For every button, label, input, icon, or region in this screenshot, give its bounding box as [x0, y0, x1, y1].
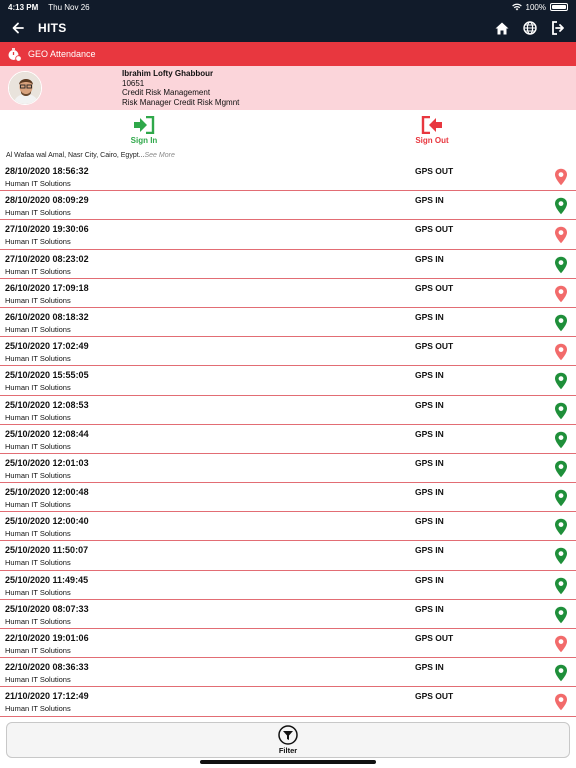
table-row[interactable] — [0, 366, 576, 395]
record-status: GPS IN — [415, 516, 444, 527]
geo-attendance-label: GEO Attendance — [28, 49, 96, 59]
record-company: Human IT Solutions — [5, 412, 71, 422]
record-status: GPS IN — [415, 662, 444, 673]
filter-label: Filter — [278, 746, 298, 755]
record-datetime: 28/10/2020 08:09:29 — [5, 195, 89, 206]
record-company: Human IT Solutions — [5, 441, 71, 451]
status-date: Thu Nov 26 — [48, 2, 90, 12]
record-company: Human IT Solutions — [5, 354, 71, 364]
record-datetime: 25/10/2020 12:00:40 — [5, 516, 89, 527]
location-pin-icon[interactable] — [554, 168, 568, 186]
profile-details — [122, 69, 239, 107]
sign-in-button[interactable] — [0, 116, 288, 148]
sign-out-label: Sign Out — [415, 136, 449, 145]
back-arrow-icon[interactable] — [10, 20, 26, 36]
record-status: GPS IN — [415, 545, 444, 556]
table-row[interactable] — [0, 571, 576, 600]
table-row[interactable] — [0, 512, 576, 541]
location-pin-icon[interactable] — [554, 489, 568, 507]
globe-icon[interactable] — [522, 20, 538, 36]
record-status: GPS IN — [415, 574, 444, 585]
record-status: GPS IN — [415, 603, 444, 614]
location-pin-icon[interactable] — [554, 285, 568, 303]
location-pin-icon[interactable] — [554, 518, 568, 536]
record-company: Human IT Solutions — [5, 646, 71, 655]
record-company: Human IT Solutions — [5, 675, 71, 685]
record-datetime: 21/10/2020 17:12:49 — [5, 691, 89, 702]
attendance-list[interactable] — [0, 162, 576, 718]
avatar — [8, 71, 42, 105]
sign-out-button[interactable] — [288, 116, 576, 148]
record-status: GPS IN — [415, 487, 444, 498]
record-company: Human IT Solutions — [5, 616, 71, 626]
sign-in-label: Sign In — [130, 136, 158, 145]
status-time: 4:13 PM — [8, 2, 39, 12]
table-row[interactable] — [0, 600, 576, 629]
logout-icon[interactable] — [550, 20, 566, 36]
location-pin-icon[interactable] — [554, 606, 568, 624]
record-datetime: 22/10/2020 08:36:33 — [5, 662, 89, 673]
record-status: GPS IN — [415, 370, 444, 381]
employee-id: 10651 — [122, 78, 145, 88]
record-status: GPS OUT — [415, 341, 454, 352]
record-status: GPS OUT — [415, 691, 454, 702]
table-row[interactable] — [0, 687, 576, 716]
record-status: GPS OUT — [415, 224, 454, 235]
record-status: GPS IN — [415, 195, 444, 206]
geo-attendance-bar — [0, 42, 576, 66]
location-pin-icon[interactable] — [554, 314, 568, 332]
wifi-icon — [512, 3, 522, 11]
record-datetime: 22/10/2020 19:01:06 — [5, 633, 89, 643]
table-row[interactable] — [0, 250, 576, 279]
record-datetime: 26/10/2020 08:18:32 — [5, 311, 89, 322]
location-pin-icon[interactable] — [554, 460, 568, 478]
table-row[interactable] — [0, 483, 576, 512]
table-row[interactable] — [0, 629, 576, 658]
employee-department: Credit Risk Management — [122, 88, 211, 97]
record-company: Human IT Solutions — [5, 529, 71, 539]
record-datetime: 25/10/2020 12:00:48 — [5, 487, 89, 498]
record-company: Human IT Solutions — [5, 587, 71, 597]
record-company: Human IT Solutions — [5, 324, 71, 334]
table-row[interactable] — [0, 337, 576, 366]
record-datetime: 28/10/2020 18:56:32 — [5, 166, 89, 176]
record-status: GPS IN — [415, 428, 444, 439]
current-address — [6, 152, 175, 159]
record-company: Human IT Solutions — [5, 704, 71, 714]
record-status: GPS IN — [415, 253, 444, 264]
table-row[interactable] — [0, 279, 576, 308]
table-row[interactable] — [0, 308, 576, 337]
record-datetime: 25/10/2020 12:01:03 — [5, 457, 89, 468]
record-company: Human IT Solutions — [5, 237, 71, 247]
record-company: Human IT Solutions — [5, 208, 71, 218]
filter-icon — [278, 725, 298, 745]
record-company: Human IT Solutions — [5, 295, 71, 305]
home-indicator — [200, 760, 376, 764]
record-status: GPS IN — [415, 399, 444, 410]
location-pin-icon[interactable] — [554, 226, 568, 244]
nav-actions — [494, 20, 566, 36]
employee-position: Risk Manager Credit Risk Mgmnt — [122, 97, 240, 107]
location-pin-icon[interactable] — [554, 664, 568, 682]
record-company: Human IT Solutions — [5, 179, 71, 188]
location-pin-icon[interactable] — [554, 547, 568, 565]
table-row[interactable] — [0, 162, 576, 191]
address-text: Al Wafaa wal Amal, Nasr City, Cairo, Egypt... — [6, 152, 145, 159]
status-right — [512, 3, 568, 12]
profile-card — [0, 66, 576, 110]
sign-in-icon — [133, 116, 155, 134]
location-pin-icon[interactable] — [554, 343, 568, 361]
location-pin-icon[interactable] — [554, 256, 568, 274]
table-row[interactable] — [0, 425, 576, 454]
record-status: GPS OUT — [415, 166, 454, 176]
table-row[interactable] — [0, 396, 576, 425]
record-status: GPS OUT — [415, 633, 454, 643]
record-company: Human IT Solutions — [5, 266, 71, 276]
record-datetime: 25/10/2020 12:08:44 — [5, 428, 89, 439]
record-datetime: 25/10/2020 12:08:53 — [5, 399, 89, 410]
table-row[interactable] — [0, 658, 576, 687]
battery-percent: 100% — [525, 2, 546, 12]
stopwatch-icon — [6, 46, 22, 62]
record-datetime: 27/10/2020 19:30:06 — [5, 224, 89, 235]
see-more-link[interactable]: See More — [144, 152, 175, 159]
table-row[interactable] — [0, 541, 576, 570]
location-pin-icon[interactable] — [554, 431, 568, 449]
page-title: HITS — [38, 21, 67, 35]
home-icon[interactable] — [494, 20, 510, 36]
status-bar — [0, 0, 576, 14]
table-row[interactable] — [0, 220, 576, 249]
record-company: Human IT Solutions — [5, 470, 71, 480]
sign-out-icon — [421, 116, 443, 134]
record-datetime: 27/10/2020 08:23:02 — [5, 253, 89, 264]
record-datetime: 25/10/2020 17:02:49 — [5, 341, 89, 352]
location-pin-icon[interactable] — [554, 372, 568, 390]
location-pin-icon[interactable] — [554, 577, 568, 595]
location-pin-icon[interactable] — [554, 693, 568, 711]
record-company: Human IT Solutions — [5, 558, 71, 568]
record-status: GPS IN — [415, 311, 444, 322]
record-datetime: 25/10/2020 15:55:05 — [5, 370, 89, 381]
record-datetime: 26/10/2020 17:09:18 — [5, 282, 89, 293]
location-pin-icon[interactable] — [554, 635, 568, 653]
battery-icon — [550, 3, 568, 11]
employee-name: Ibrahim Lofty Ghabbour — [122, 69, 214, 78]
record-status: GPS OUT — [415, 282, 454, 293]
nav-bar — [0, 14, 576, 42]
record-company: Human IT Solutions — [5, 500, 71, 510]
location-pin-icon[interactable] — [554, 402, 568, 420]
record-company: Human IT Solutions — [5, 383, 71, 393]
record-datetime: 25/10/2020 11:50:07 — [5, 545, 89, 556]
record-datetime: 25/10/2020 08:07:33 — [5, 603, 89, 614]
sign-actions — [0, 116, 576, 148]
table-row[interactable] — [0, 191, 576, 220]
record-status: GPS IN — [415, 457, 444, 468]
table-row[interactable] — [0, 454, 576, 483]
filter-button[interactable] — [6, 722, 570, 758]
record-datetime: 25/10/2020 11:49:45 — [5, 574, 89, 585]
location-pin-icon[interactable] — [554, 197, 568, 215]
